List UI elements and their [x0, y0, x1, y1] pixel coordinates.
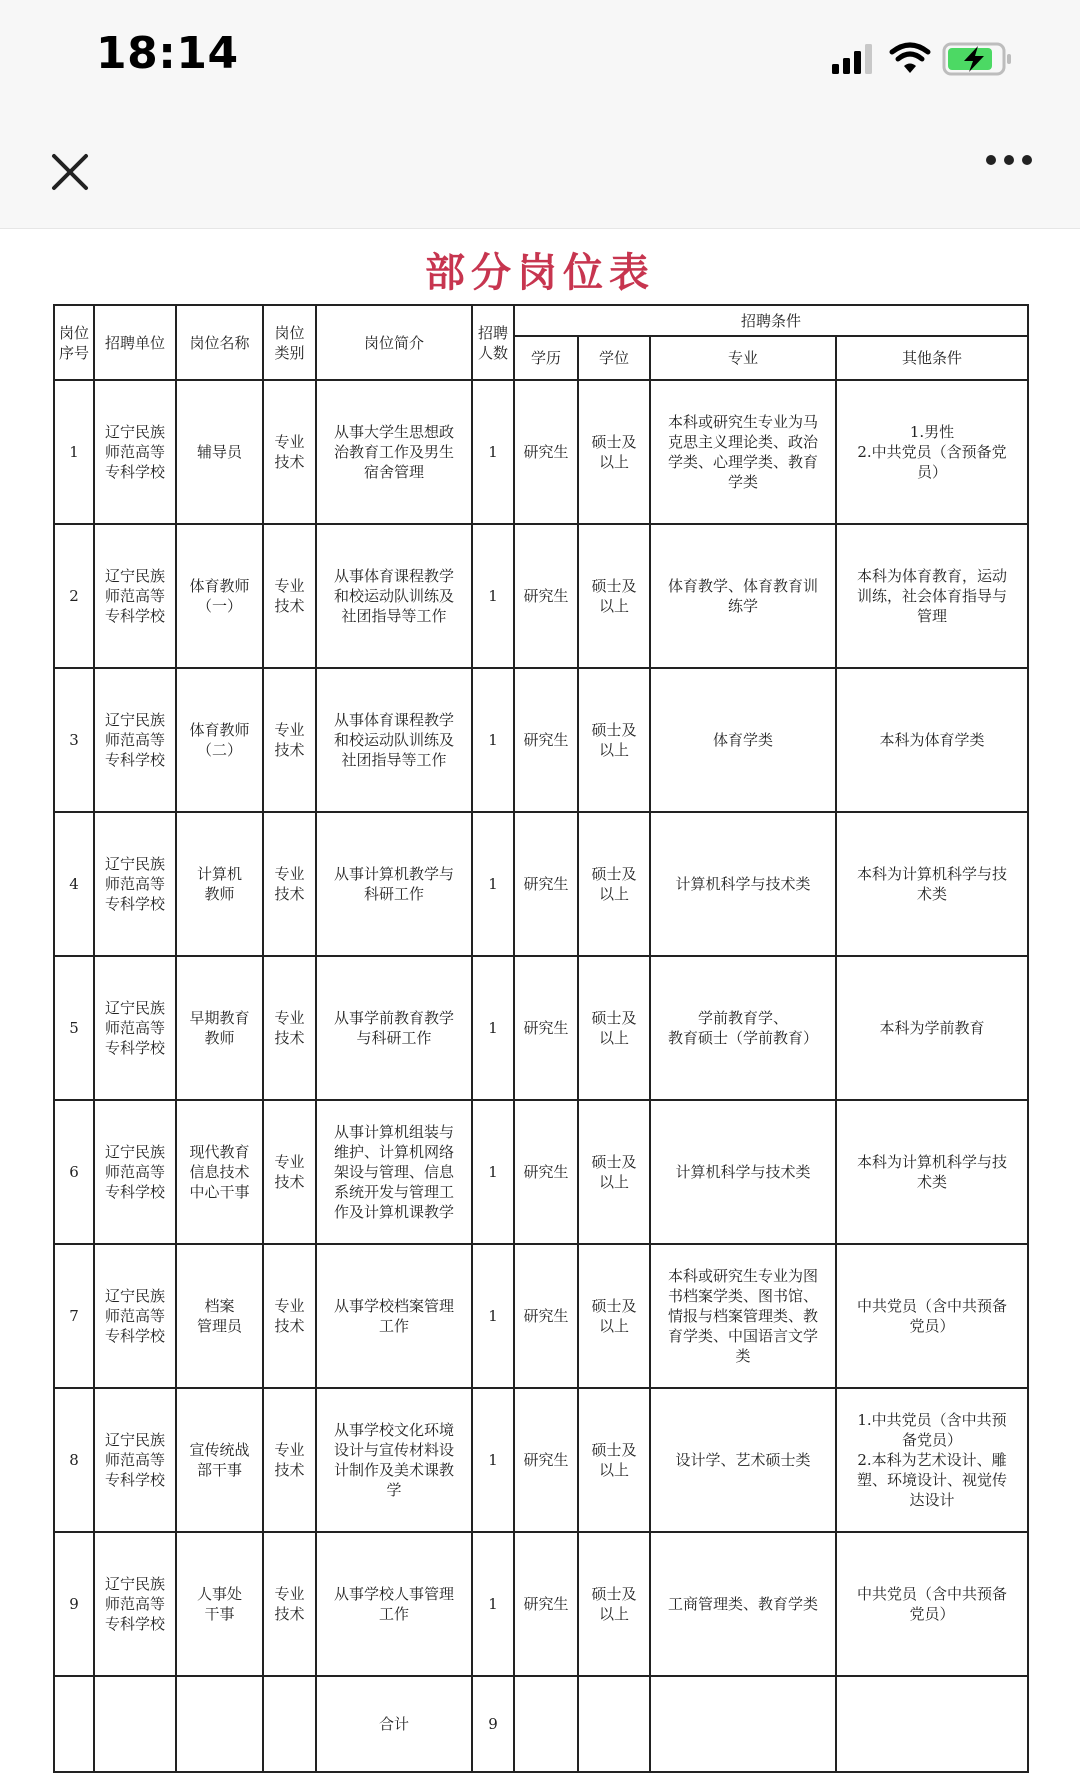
cell-education: 研究生: [514, 524, 578, 668]
signal-icon: [832, 44, 872, 74]
cell-intro: 从事体育课程教学 和校运动队训练及 社团指导等工作: [316, 668, 472, 812]
cell-other: 本科为计算机科学与技 术类: [836, 812, 1028, 956]
cell-intro: 从事大学生思想政 治教育工作及男生 宿舍管理: [316, 380, 472, 524]
cell-unit: 辽宁民族 师范高等 专科学校: [94, 380, 176, 524]
cell-category: 专业 技术: [263, 956, 316, 1100]
table-row: [54, 380, 1028, 524]
cell-name: 宣传统战 部干事: [176, 1388, 263, 1532]
cell-category: 专业 技术: [263, 1532, 316, 1676]
cell-education: 研究生: [514, 956, 578, 1100]
cell-count: 1: [472, 1388, 514, 1532]
document-title: 部分岗位表: [425, 249, 655, 296]
table-row: [54, 1100, 1028, 1244]
cell-unit: 辽宁民族 师范高等 专科学校: [94, 1100, 176, 1244]
cell-other: 中共党员（含中共预备 党员）: [836, 1244, 1028, 1388]
cell-name: 体育教师 （二）: [176, 668, 263, 812]
status-bar: [0, 0, 1080, 110]
header-count: 招聘 人数: [472, 305, 514, 380]
cell-category: 专业 技术: [263, 380, 316, 524]
cell-name: 早期教育 教师: [176, 956, 263, 1100]
cell-other: 本科为学前教育: [836, 956, 1028, 1100]
cell-major: 计算机科学与技术类: [650, 1100, 836, 1244]
cell-unit: 辽宁民族 师范高等 专科学校: [94, 956, 176, 1100]
cell-intro: 从事计算机组装与 维护、计算机网络 架设与管理、信息 系统开发与管理工 作及计算机课教学: [316, 1100, 472, 1244]
table-row: [54, 956, 1028, 1100]
header-category: 岗位 类别: [263, 305, 316, 380]
cell-category: 专业 技术: [263, 812, 316, 956]
cell-major: 本科或研究生专业为马 克思主义理论类、政治 学类、心理学类、教育 学类: [650, 380, 836, 524]
header-unit: 招聘单位: [94, 305, 176, 380]
close-icon: [46, 148, 94, 196]
cell-name: 体育教师 （一）: [176, 524, 263, 668]
table-row: [54, 812, 1028, 956]
cell-unit: 辽宁民族 师范高等 专科学校: [94, 524, 176, 668]
cell-other: 本科为体育学类: [836, 668, 1028, 812]
cell-degree: 硕士及 以上: [578, 524, 650, 668]
cell-seq: 4: [54, 812, 94, 956]
cell-seq: 3: [54, 668, 94, 812]
table-row: [54, 1532, 1028, 1676]
cell-other: 本科为体育教育，运动 训练，社会体育指导与 管理: [836, 524, 1028, 668]
header-degree: 学位: [578, 336, 650, 380]
cell-category: 专业 技术: [263, 1388, 316, 1532]
cell-major: 学前教育学、 教育硕士（学前教育）: [650, 956, 836, 1100]
table-row: [54, 1244, 1028, 1388]
cell-category: 专业 技术: [263, 1244, 316, 1388]
cell-education: 研究生: [514, 1100, 578, 1244]
header-major: 专业: [650, 336, 836, 380]
cell-education: 研究生: [514, 1532, 578, 1676]
job-positions-table: [53, 304, 1029, 1773]
table-row: [54, 1388, 1028, 1532]
total-count: 9: [472, 1676, 514, 1772]
cell-count: 1: [472, 956, 514, 1100]
cell-intro: 从事学前教育教学 与科研工作: [316, 956, 472, 1100]
table-row: [54, 668, 1028, 812]
battery-charging-icon: [944, 44, 1011, 74]
more-icon: [984, 150, 1034, 170]
document-view[interactable]: [0, 229, 1080, 1787]
cell-degree: 硕士及 以上: [578, 380, 650, 524]
table-header-row: [54, 305, 1028, 336]
cell-intro: 从事学校档案管理 工作: [316, 1244, 472, 1388]
cell-degree: 硕士及 以上: [578, 1100, 650, 1244]
cell-education: 研究生: [514, 1388, 578, 1532]
total-label: 合计: [316, 1676, 472, 1772]
header-seq: 岗位 序号: [54, 305, 94, 380]
cell-empty: [650, 1676, 836, 1772]
cell-seq: 2: [54, 524, 94, 668]
cell-count: 1: [472, 1244, 514, 1388]
cell-degree: 硕士及 以上: [578, 1532, 650, 1676]
cell-name: 档案 管理员: [176, 1244, 263, 1388]
cell-degree: 硕士及 以上: [578, 668, 650, 812]
cell-other: 中共党员（含中共预备 党员）: [836, 1532, 1028, 1676]
cell-major: 工商管理类、教育学类: [650, 1532, 836, 1676]
cell-empty: [176, 1676, 263, 1772]
cell-empty: [514, 1676, 578, 1772]
wifi-icon: [892, 45, 928, 73]
cell-education: 研究生: [514, 812, 578, 956]
cell-seq: 6: [54, 1100, 94, 1244]
header-name: 岗位名称: [176, 305, 263, 380]
cell-seq: 9: [54, 1532, 94, 1676]
cell-name: 人事处 干事: [176, 1532, 263, 1676]
cell-seq: 1: [54, 380, 94, 524]
cell-major: 计算机科学与技术类: [650, 812, 836, 956]
cell-intro: 从事学校文化环境 设计与宣传材料设 计制作及美术课教 学: [316, 1388, 472, 1532]
cell-seq: 5: [54, 956, 94, 1100]
table-total-row: [54, 1676, 1028, 1772]
header-education: 学历: [514, 336, 578, 380]
header-other: 其他条件: [836, 336, 1028, 380]
more-button[interactable]: [984, 150, 1034, 170]
cell-seq: 8: [54, 1388, 94, 1532]
cell-count: 1: [472, 524, 514, 668]
cell-education: 研究生: [514, 380, 578, 524]
nav-bar: [0, 110, 1080, 229]
cell-empty: [836, 1676, 1028, 1772]
status-icons: [832, 40, 1032, 80]
cell-major: 本科或研究生专业为图 书档案学类、图书馆、 情报与档案管理类、教 育学类、中国语言文学 类: [650, 1244, 836, 1388]
cell-count: 1: [472, 812, 514, 956]
cell-degree: 硕士及 以上: [578, 1388, 650, 1532]
cell-unit: 辽宁民族 师范高等 专科学校: [94, 668, 176, 812]
cell-other: 本科为计算机科学与技 术类: [836, 1100, 1028, 1244]
cell-count: 1: [472, 380, 514, 524]
cell-education: 研究生: [514, 1244, 578, 1388]
cell-intro: 从事计算机教学与 科研工作: [316, 812, 472, 956]
cell-category: 专业 技术: [263, 1100, 316, 1244]
cell-degree: 硕士及 以上: [578, 1244, 650, 1388]
cell-degree: 硕士及 以上: [578, 812, 650, 956]
cell-category: 专业 技术: [263, 668, 316, 812]
cell-other: 1.男性 2.中共党员（含预备党 员）: [836, 380, 1028, 524]
cell-intro: 从事体育课程教学 和校运动队训练及 社团指导等工作: [316, 524, 472, 668]
cell-major: 设计学、艺术硕士类: [650, 1388, 836, 1532]
cell-empty: [578, 1676, 650, 1772]
cell-empty: [94, 1676, 176, 1772]
cell-name: 现代教育 信息技术 中心干事: [176, 1100, 263, 1244]
cell-name: 计算机 教师: [176, 812, 263, 956]
cell-education: 研究生: [514, 668, 578, 812]
cell-empty: [54, 1676, 94, 1772]
cell-name: 辅导员: [176, 380, 263, 524]
cell-unit: 辽宁民族 师范高等 专科学校: [94, 1244, 176, 1388]
cell-count: 1: [472, 1532, 514, 1676]
cell-category: 专业 技术: [263, 524, 316, 668]
cell-other: 1.中共党员（含中共预 备党员） 2.本科为艺术设计、雕 塑、环境设计、视觉传 达设计: [836, 1388, 1028, 1532]
cell-unit: 辽宁民族 师范高等 专科学校: [94, 1388, 176, 1532]
cell-intro: 从事学校人事管理 工作: [316, 1532, 472, 1676]
header-conditions: 招聘条件: [514, 305, 1028, 336]
status-time: 18:14: [96, 28, 239, 79]
cell-degree: 硕士及 以上: [578, 956, 650, 1100]
cell-unit: 辽宁民族 师范高等 专科学校: [94, 1532, 176, 1676]
close-button[interactable]: [46, 148, 94, 196]
cell-count: 1: [472, 668, 514, 812]
header-intro: 岗位简介: [316, 305, 472, 380]
cell-major: 体育学类: [650, 668, 836, 812]
cell-empty: [263, 1676, 316, 1772]
table-row: [54, 524, 1028, 668]
cell-count: 1: [472, 1100, 514, 1244]
cell-seq: 7: [54, 1244, 94, 1388]
cell-major: 体育教学、体育教育训 练学: [650, 524, 836, 668]
cell-unit: 辽宁民族 师范高等 专科学校: [94, 812, 176, 956]
